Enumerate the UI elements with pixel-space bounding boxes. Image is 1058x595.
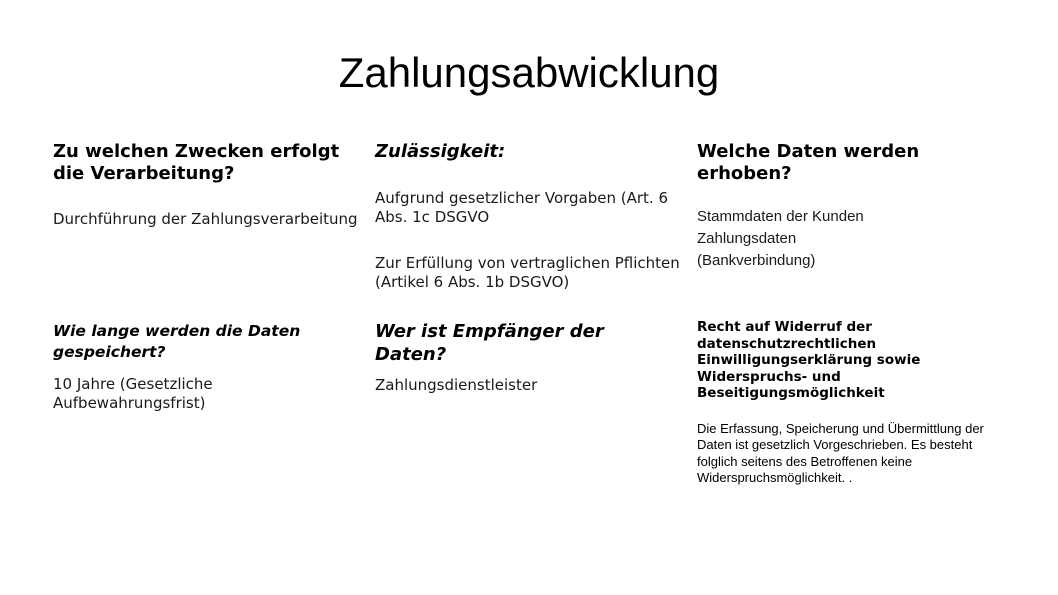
- revocation-heading: Recht auf Widerruf der datenschutzrechtlichen Einwilligungserklärung sowie Widerspruchs- und Beseitigungsmöglichkeit: [697, 319, 921, 401]
- purpose-section: [53, 141, 358, 229]
- slide-title: Zahlungsabwicklung: [338, 49, 720, 96]
- recipient-text: Zahlungsdienstleister: [375, 376, 538, 394]
- retention-section: [53, 321, 358, 413]
- data-collected-heading: Welche Daten werden erhoben?: [697, 141, 920, 184]
- recipient-heading: Wer ist Empfänger der Daten?: [375, 321, 604, 365]
- purpose-heading: Zu welchen Zwecken erfolgt die Verarbeitung?: [53, 141, 340, 184]
- data-collected-section: [697, 141, 997, 272]
- retention-text: 10 Jahre (Gesetzliche Aufbewahrungsfrist): [53, 375, 213, 412]
- purpose-text: Durchführung der Zahlungsverarbeitung: [53, 210, 358, 228]
- legality-heading: Zulässigkeit:: [375, 141, 506, 162]
- data-collected-payment-data: Zahlungsdaten: [697, 230, 797, 247]
- recipient-section: [375, 320, 675, 395]
- data-collected-bank-details: (Bankverbindung): [697, 252, 816, 269]
- legality-section: [375, 141, 685, 292]
- legality-text-statutory: Aufgrund gesetzlicher Vorgaben (Art. 6 Abs. 1c DSGVO: [375, 189, 668, 226]
- revocation-section: [697, 319, 997, 487]
- data-collected-master-data: Stammdaten der Kunden: [697, 208, 864, 225]
- retention-heading: Wie lange werden die Daten gespeichert?: [53, 322, 301, 361]
- revocation-text: Die Erfassung, Speicherung und Übermittlung der Daten ist gesetzlich Vorgeschrieben. Es besteht folglich seitens des Betroffenen keine Widerspruchsmöglichkeit. .: [697, 420, 984, 485]
- legality-text-contractual: Zur Erfüllung von vertraglichen Pflichten (Artikel 6 Abs. 1b DSGVO): [375, 254, 680, 291]
